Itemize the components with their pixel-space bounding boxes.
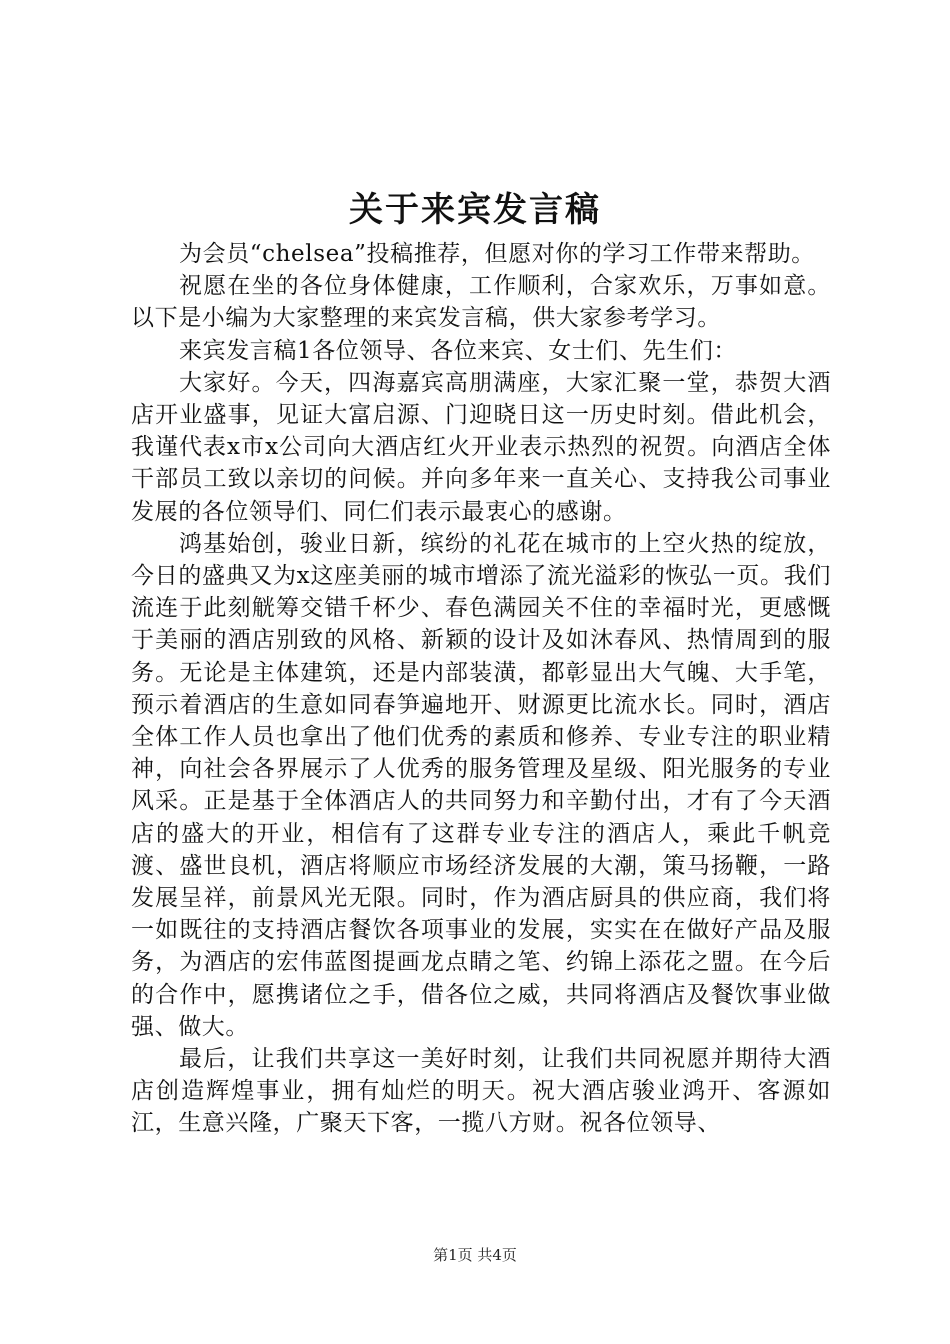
paragraph-closing: 最后，让我们共享这一美好时刻，让我们共同祝愿并期待大酒店创造辉煌事业，拥有灿烂的明天。祝大酒店骏业鸿开、客源如江，生意兴隆，广聚天下客，一揽八方财。祝各位领导、 xyxy=(131,1046,831,1137)
paragraph-salutation: 来宾发言稿1各位领导、各位来宾、女士们、先生们： xyxy=(179,337,738,364)
page-number-footer: 第1页 共4页 xyxy=(433,1246,517,1264)
paragraph-wishes: 祝愿在坐的各位身体健康，工作顺利，合家欢乐，万事如意。以下是小编为大家整理的来宾发言稿，供大家参考学习。 xyxy=(131,273,831,332)
paragraph-greeting: 大家好。今天，四海嘉宾高朋满座，大家汇聚一堂，恭贺大酒店开业盛事，见证大富启源、门迎晓日这一历史时刻。借此机会，我谨代表x市x公司向大酒店红火开业表示热烈的祝贺。向酒店全体干部员工致以亲切的问候。并向多年来一直关心、支持我公司事业发展的各位领导们、同仁们表示最衷心的感谢。 xyxy=(131,369,831,525)
paragraph-main: 鸿基始创，骏业日新，缤纷的礼花在城市的上空火热的绽放，今日的盛典又为x这座美丽的城市增添了流光溢彩的恢弘一页。我们流连于此刻觥筹交错千杯少、春色满园关不住的幸福时光，更感慨于美丽的酒店别致的风格、新颖的设计及如沐春风、热情周到的服务。无论是主体建筑，还是内部装潢，都彰显出大气魄、大手笔，预示着酒店的生意如同春笋遍地开、财源更比流水长。同时，酒店全体工作人员也拿出了他们优秀的素质和修养、专业专注的职业精神，向社会各界展示了人优秀的服务管理及星级、阳光服务的专业风采。正是基于全体酒店人的共同努力和辛勤付出，才有了今天酒店的盛大的开业，相信有了这群专业专注的酒店人，乘此千帆竞渡、盛世良机，酒店将顺应市场经济发展的大潮，策马扬鞭，一路发展呈祥，前景风光无限。同时，作为酒店厨具的供应商，我们将一如既往的支持酒店餐饮各项事业的发展，实实在在做好产品及服务，为酒店的宏伟蓝图提画龙点睛之笔、约锦上添花之盟。在今后的合作中，愿携诸位之手，借各位之威，共同将酒店及餐饮事业做强、做大。 xyxy=(131,530,831,1040)
document-body xyxy=(131,238,831,1140)
document-title: 关于来宾发言稿 xyxy=(349,190,601,230)
paragraph-intro: 为会员“chelsea”投稿推荐，但愿对你的学习工作带来帮助。 xyxy=(179,241,815,267)
